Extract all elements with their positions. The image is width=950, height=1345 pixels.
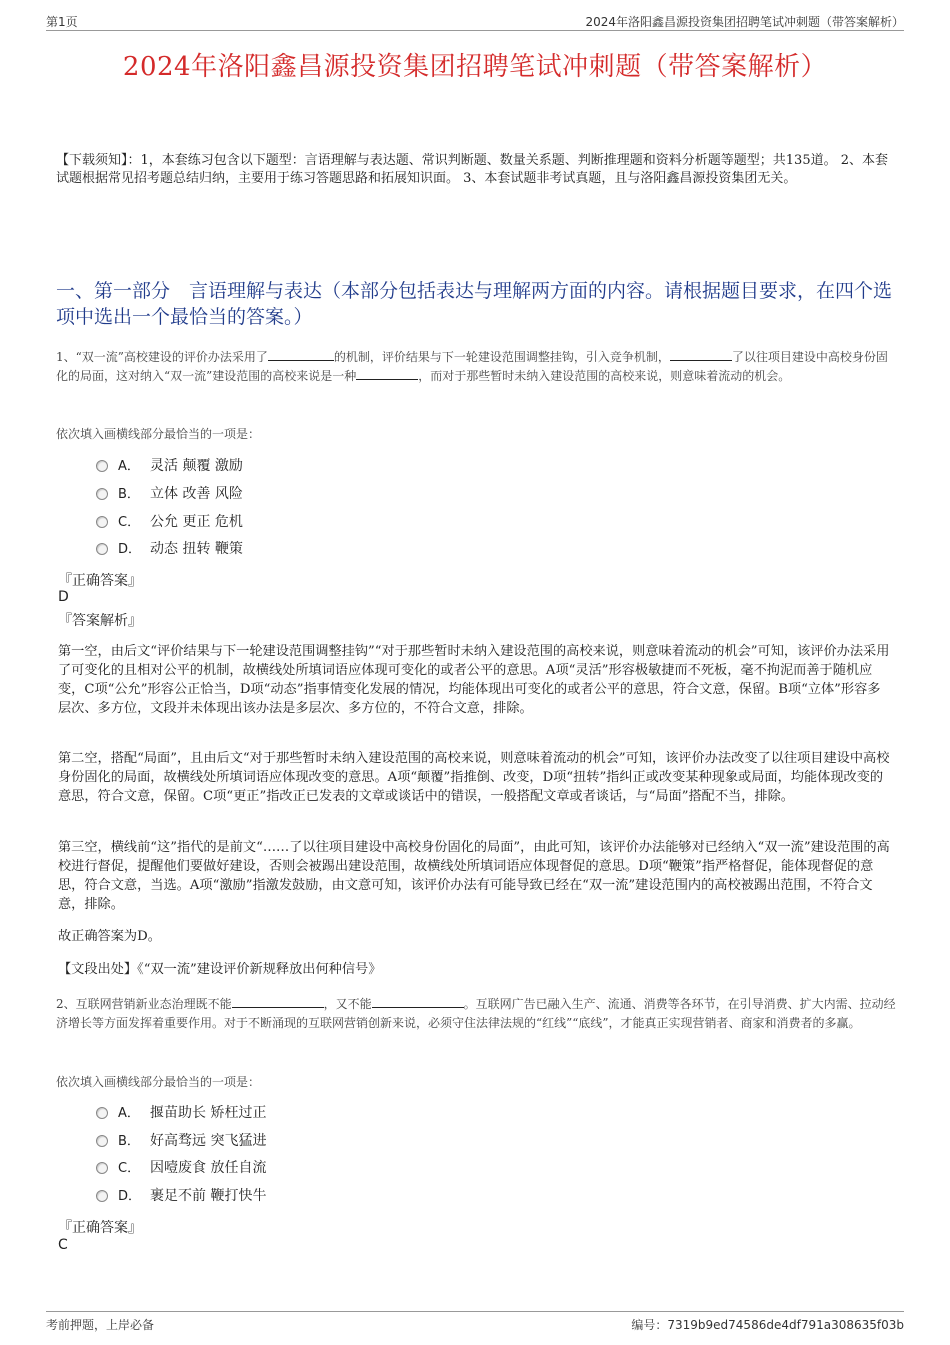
- question-1-stem: [56, 348, 896, 386]
- blank-line: [232, 995, 324, 1008]
- q2-option-d[interactable]: D． 裹足不前 鞭打快牛: [96, 1186, 266, 1206]
- radio-icon[interactable]: [96, 1107, 108, 1119]
- q1-text-1: 1、“双一流”高校建设的评价办法采用了: [56, 350, 268, 364]
- footer-slogan: 考前押题，上岸必备: [46, 1318, 155, 1332]
- radio-icon[interactable]: [96, 1162, 108, 1174]
- footer-doc-id: 编号：7319b9ed74586de4df791a308635f03b: [631, 1318, 904, 1332]
- q2-text-2: ，又不能: [323, 997, 372, 1011]
- q2-answer: C: [58, 1237, 68, 1253]
- analysis-paragraph-3: 第三空，横线前“这”指代的是前文“……了以往项目建设中高校身份固化的局面”，由此可知，该评价办法能够对已经纳入“双一流”建设范围的高校进行督促，提醒他们要做好建设，否则会被踢出建设范围，故横线处所填词语应体现督促的意思。D项“鞭策”指严格督促，能体现督促的意思，符合文意，当选。A项“激励”指激发鼓励，由文意可知，该评价办法有可能导致已经在“双一流”建设范围内的高校被踢出范围，不符合文意，排除。: [58, 840, 890, 912]
- page-footer: [46, 1311, 904, 1332]
- download-notice: 【下载须知】：1，本套练习包含以下题型：言语理解与表达题、常识判断题、数量关系题、判断推理题和资料分析题等题型；共135道。 2、本套试题根据常见招考题总结归纳，主要用于练习答题思路和拓展知识面。 3、本套试题非考试真题，且与洛阳鑫昌源投资集团无关。: [56, 153, 888, 186]
- radio-icon[interactable]: [96, 516, 108, 528]
- q1-answer: D: [58, 589, 69, 605]
- q2-option-c[interactable]: C． 因噎废食 放任自流: [96, 1158, 266, 1178]
- q2-prompt: 依次填入画横线部分最恰当的一项是：: [56, 1075, 261, 1089]
- page-title: 2024年洛阳鑫昌源投资集团招聘笔试冲刺题（带答案解析）: [122, 52, 828, 82]
- header-doc-title: 2024年洛阳鑫昌源投资集团招聘笔试冲刺题（带答案解析）: [585, 15, 904, 29]
- q2-text-3: 。互联网广告已融入生产、流通、消费等各环节，在引导消费、扩大内需、拉动经济增长等方面发挥着重要作用。对于不断涌现的互联网营销创新来说，必须守住法律法规的“红线”“底线”，才能真正实现营销者、商家和消费者的多赢。: [56, 997, 896, 1030]
- q1-option-d[interactable]: D． 动态 扭转 鞭策: [96, 539, 243, 559]
- analysis-conclusion: 故正确答案为D。: [58, 929, 161, 944]
- blank-line: [670, 348, 732, 361]
- radio-icon[interactable]: [96, 1135, 108, 1147]
- q1-option-b[interactable]: B． 立体 改善 风险: [96, 484, 243, 504]
- radio-icon[interactable]: [96, 1190, 108, 1202]
- q2-answer-label: 『正确答案』: [58, 1220, 142, 1236]
- section-heading: 一、第一部分 言语理解与表达（本部分包括表达与理解两方面的内容。请根据题目要求，在四个选项中选出一个最恰当的答案。）: [56, 280, 893, 328]
- radio-icon[interactable]: [96, 488, 108, 500]
- q2-option-a[interactable]: A． 揠苗助长 矫枉过正: [96, 1103, 266, 1123]
- q1-option-a[interactable]: A． 灵活 颠覆 激励: [96, 456, 243, 476]
- q1-text-2: 的机制，评价结果与下一轮建设范围调整挂钩，引入竞争机制，: [333, 350, 670, 364]
- radio-icon[interactable]: [96, 460, 108, 472]
- blank-line: [268, 348, 334, 361]
- q1-text-3: 了以往项目建设中高校身份固化的局面，这对纳入“双一流”建设范围的高校来说是一种: [56, 350, 888, 383]
- question-2-stem: [56, 995, 896, 1033]
- q2-text-1: 2、互联网营销新业态治理既不能: [56, 997, 232, 1011]
- q1-answer-label: 『正确答案』: [58, 573, 142, 589]
- q1-analysis-label: 『答案解析』: [58, 613, 142, 629]
- q1-option-c[interactable]: C． 公允 更正 危机: [96, 512, 243, 532]
- q2-option-b[interactable]: B． 好高骛远 突飞猛进: [96, 1131, 266, 1151]
- analysis-paragraph-2: 第二空，搭配“局面”，且由后文“对于那些暂时未纳入建设范围的高校来说，则意味着流动的机会”可知，该评价办法改变了以往项目建设中高校身份固化的局面，故横线处所填词语应体现改变的意思。A项“颠覆”指推倒、改变，D项“扭转”指纠正或改变某种现象或局面，均能体现改变的意思，符合文意，保留。C项“更正”指改正已发表的文章或谈话中的错误，一般搭配文章或者谈话，与“局面”搭配不当，排除。: [58, 751, 890, 804]
- page-number: 第1页: [46, 15, 78, 29]
- radio-icon[interactable]: [96, 543, 108, 555]
- source-citation: 【文段出处】《“双一流”建设评价新规释放出何种信号》: [58, 962, 382, 977]
- blank-line: [372, 995, 464, 1008]
- q1-text-4: ，而对于那些暂时未纳入建设范围的高校来说，则意味着流动的机会。: [418, 369, 791, 383]
- analysis-paragraph-1: 第一空，由后文“评价结果与下一轮建设范围调整挂钩”“对于那些暂时未纳入建设范围的高校来说，则意味着流动的机会”可知，该评价办法采用了可变化的且相对公平的机制，故横线处所填词语应体现可变化的或者公平的意思。A项“灵活”形容极敏捷而不死板，毫不拘泥而善于随机应变，C项“公允”形容公正恰当，D项“动态”指事情变化发展的情况，均能体现出可变化的或者公平的意思，符合文意，保留。B项“立体”形容多层次、多方位，文段并未体现出该办法是多层次、多方位的，不符合文意，排除。: [58, 644, 890, 716]
- page-header: [46, 10, 904, 31]
- blank-line: [356, 367, 418, 380]
- q1-prompt: 依次填入画横线部分最恰当的一项是：: [56, 427, 261, 441]
